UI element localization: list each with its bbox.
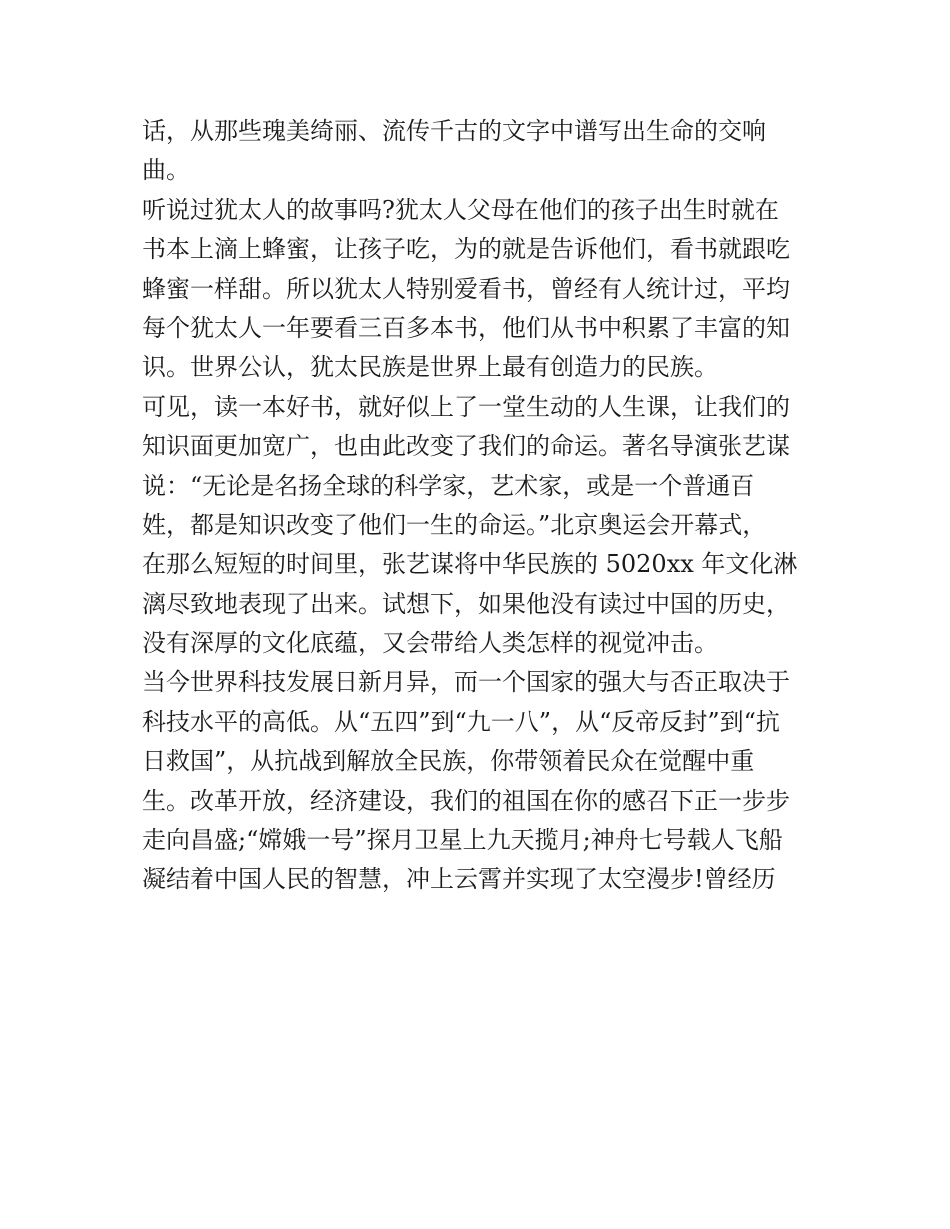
text-line: 漓尽致地表现了出来。试想下，如果他没有读过中国的历史， bbox=[142, 589, 790, 618]
text-line: 知识面更加宽广，也由此改变了我们的命运。著名导演张艺谋 bbox=[142, 432, 790, 461]
text-line: 听说过犹太人的故事吗?犹太人父母在他们的孩子出生时就在 bbox=[142, 195, 779, 224]
text-line: 曲。 bbox=[142, 156, 190, 185]
text-line: 日救国”，从抗战到解放全民族，你带领着民众在觉醒中重 bbox=[142, 747, 755, 776]
text-line: 每个犹太人一年要看三百多本书，他们从书中积累了丰富的知 bbox=[142, 313, 790, 342]
text-line: 走向昌盛;“嫦娥一号”探月卫星上九天揽月;神舟七号载人飞船 bbox=[142, 826, 783, 855]
text-line: 话，从那些瑰美绮丽、流传千古的文字中谱写出生命的交响 bbox=[142, 117, 766, 145]
text-line: 识。世界公认，犹太民族是世界上最有创造力的民族。 bbox=[142, 353, 718, 382]
text-line: 当今世界科技发展日新月异，而一个国家的强大与否正取决于 bbox=[142, 668, 790, 697]
text-line: 生。改革开放，经济建设，我们的祖国在你的感召下正一步步 bbox=[142, 786, 790, 815]
text-line: 没有深厚的文化底蕴，又会带给人类怎样的视觉冲击。 bbox=[142, 629, 718, 658]
text-line: 说：“无论是名扬全球的科学家，艺术家，或是一个普通百 bbox=[142, 471, 755, 500]
text-line: 可见，读一本好书，就好似上了一堂生动的人生课，让我们的 bbox=[142, 392, 790, 421]
text-line: 蜂蜜一样甜。所以犹太人特别爱看书，曾经有人统计过，平均 bbox=[142, 274, 790, 303]
text-line: 凝结着中国人民的智慧，冲上云霄并实现了太空漫步!曾经历 bbox=[142, 865, 776, 894]
text-line: 姓，都是知识改变了他们一生的命运。”北京奥运会开幕式， bbox=[142, 510, 767, 539]
text-line: 科技水平的高低。从“五四”到“九一八”，从“反帝反封”到“抗 bbox=[142, 707, 780, 736]
text-line: 书本上滴上蜂蜜，让孩子吃，为的就是告诉他们，看书就跟吃 bbox=[142, 235, 790, 264]
body-text bbox=[142, 112, 822, 900]
text-line: 在那么短短的时间里，张艺谋将中华民族的 5020xx 年文化淋 bbox=[142, 550, 798, 579]
